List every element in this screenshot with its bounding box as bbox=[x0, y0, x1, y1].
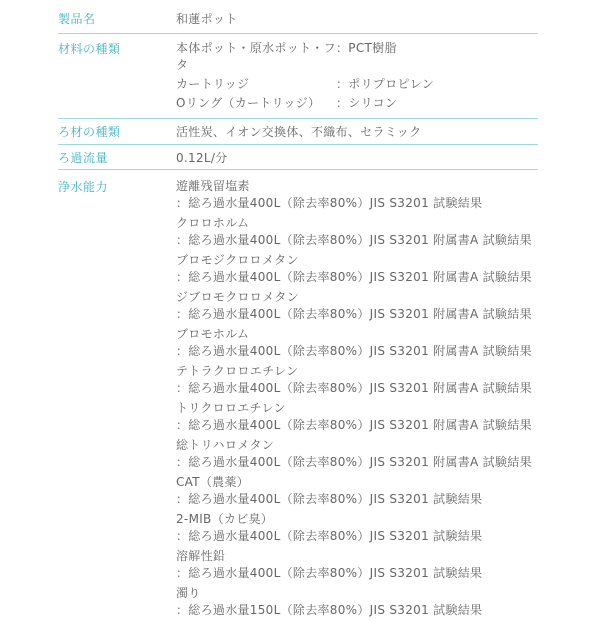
purification-item bbox=[176, 511, 538, 545]
substance-name: 溶解性鉛 bbox=[176, 549, 226, 563]
purification-item bbox=[176, 548, 538, 582]
spec-row-product-name bbox=[58, 0, 538, 34]
substance-name: 遊離残留塩素 bbox=[176, 179, 250, 193]
spec-value bbox=[176, 40, 538, 112]
material-part: 本体ポット・原水ポット・フタ bbox=[176, 41, 336, 72]
test-result: ：総ろ過水量400L（除去率80%）JIS S3201 附属書A 試験結果 bbox=[176, 418, 532, 432]
materials-grid bbox=[176, 40, 538, 112]
purification-list bbox=[176, 178, 538, 622]
spec-label: ろ過流量 bbox=[58, 150, 109, 165]
material-part: Oリング（カートリッジ） bbox=[176, 96, 321, 110]
substance-name: ジブロモクロロメタン bbox=[176, 290, 300, 304]
purification-item bbox=[176, 252, 538, 286]
spec-value: 和蓮ポット bbox=[176, 12, 238, 26]
purification-item bbox=[176, 474, 538, 508]
substance-name: トリクロロエチレン bbox=[176, 401, 286, 415]
purification-item bbox=[176, 326, 538, 360]
spec-value: 0.12L/分 bbox=[176, 150, 228, 165]
spec-row-flow-rate bbox=[58, 145, 538, 170]
spec-label: 材料の種類 bbox=[58, 42, 121, 56]
test-result: ：総ろ過水量400L（除去率80%）JIS S3201 試験結果 bbox=[176, 492, 483, 506]
purification-item bbox=[176, 178, 538, 212]
spec-label: ろ材の種類 bbox=[58, 125, 121, 139]
test-result: ：総ろ過水量400L（除去率80%）JIS S3201 附属書A 試験結果 bbox=[176, 270, 532, 284]
test-result: ：総ろ過水量400L（除去率80%）JIS S3201 附属書A 試験結果 bbox=[176, 344, 532, 358]
test-result: ：総ろ過水量400L（除去率80%）JIS S3201 附属書A 試験結果 bbox=[176, 455, 532, 469]
purification-item bbox=[176, 289, 538, 323]
purification-item bbox=[176, 585, 538, 619]
purification-item bbox=[176, 363, 538, 397]
test-result: ：総ろ過水量400L（除去率80%）JIS S3201 附属書A 試験結果 bbox=[176, 381, 532, 395]
substance-name: 濁り bbox=[176, 586, 201, 600]
test-result: ：総ろ過水量400L（除去率80%）JIS S3201 試験結果 bbox=[176, 529, 483, 543]
spec-table bbox=[58, 0, 538, 622]
spec-label: 製品名 bbox=[58, 12, 96, 26]
purification-item bbox=[176, 215, 538, 249]
test-result: ：総ろ過水量400L（除去率80%）JIS S3201 試験結果 bbox=[176, 566, 483, 580]
spec-label: 浄水能力 bbox=[58, 180, 109, 194]
test-result: ：総ろ過水量400L（除去率80%）JIS S3201 附属書A 試験結果 bbox=[176, 307, 532, 321]
material-part: カートリッジ bbox=[176, 77, 250, 91]
substance-name: ブロモジクロロメタン bbox=[176, 253, 299, 267]
substance-name: 総トリハロメタン bbox=[176, 438, 275, 452]
material-type: ：PCT樹脂 bbox=[336, 41, 397, 55]
test-result: ：総ろ過水量150L（除去率80%）JIS S3201 試験結果 bbox=[176, 603, 483, 617]
test-result: ：総ろ過水量400L（除去率80%）JIS S3201 附属書A 試験結果 bbox=[176, 233, 532, 247]
substance-name: CAT（農薬） bbox=[176, 475, 250, 489]
material-type: ：シリコン bbox=[336, 96, 398, 110]
purification-item bbox=[176, 437, 538, 471]
test-result: ：総ろ過水量400L（除去率80%）JIS S3201 試験結果 bbox=[176, 196, 483, 210]
spec-row-purification bbox=[58, 170, 538, 622]
substance-name: ブロモホルム bbox=[176, 327, 250, 341]
spec-row-filter-media bbox=[58, 119, 538, 145]
substance-name: 2-MIB（カビ臭） bbox=[176, 512, 274, 526]
purification-item bbox=[176, 400, 538, 434]
substance-name: クロロホルム bbox=[176, 216, 250, 230]
substance-name: テトラクロロエチレン bbox=[176, 364, 299, 378]
material-type: ：ポリプロピレン bbox=[336, 77, 435, 91]
spec-row-materials bbox=[58, 34, 538, 119]
spec-value: 活性炭、イオン交換体、不織布、セラミック bbox=[176, 125, 422, 139]
